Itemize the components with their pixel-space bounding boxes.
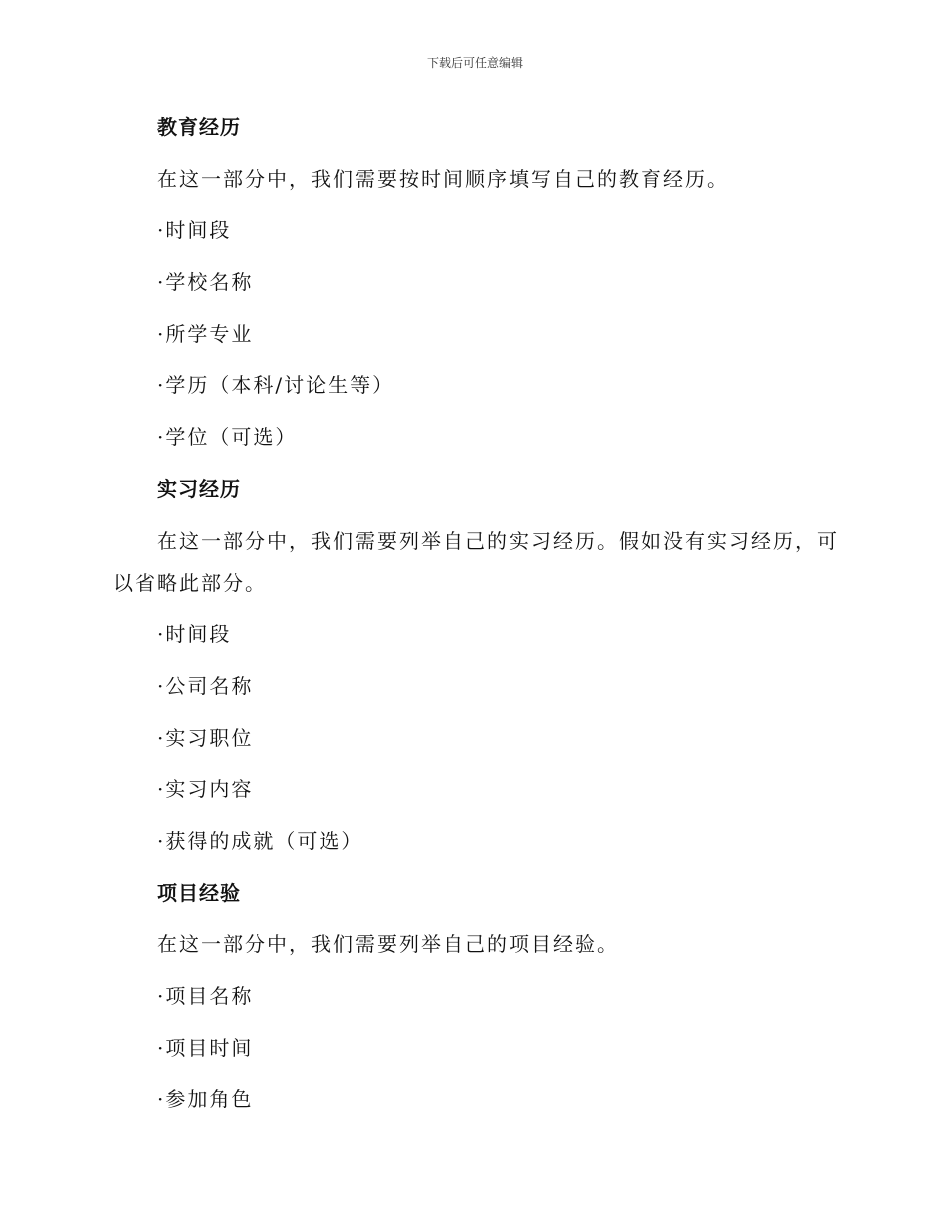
list-item: ·项目名称 (157, 984, 254, 1008)
section-heading-projects: 项目经验 (157, 881, 241, 905)
list-item: ·学位（可选） (157, 425, 298, 449)
list-item: ·时间段 (157, 622, 232, 646)
section-intro-internship-line2: 以省略此部分。 (113, 571, 267, 595)
list-item: ·参加角色 (157, 1087, 254, 1111)
list-item: ·实习内容 (157, 777, 254, 801)
section-intro-internship-line1: 在这一部分中，我们需要列举自己的实习经历。假如没有实习经历，可 (157, 529, 839, 553)
list-item: ·实习职位 (157, 726, 254, 750)
list-item: ·学历（本科/讨论生等） (157, 373, 395, 397)
list-item: ·获得的成就（可选） (157, 829, 364, 853)
list-item: ·时间段 (157, 218, 232, 242)
list-item: ·所学专业 (157, 322, 254, 346)
section-intro-education: 在这一部分中，我们需要按时间顺序填写自己的教育经历。 (157, 167, 729, 191)
section-heading-internship: 实习经历 (157, 477, 241, 501)
section-intro-projects: 在这一部分中，我们需要列举自己的项目经验。 (157, 932, 619, 956)
list-item: ·公司名称 (157, 674, 254, 698)
section-heading-education: 教育经历 (157, 115, 241, 139)
page-header: 下载后可任意编辑 (426, 56, 523, 70)
list-item: ·项目时间 (157, 1036, 254, 1060)
list-item: ·学校名称 (157, 270, 254, 294)
